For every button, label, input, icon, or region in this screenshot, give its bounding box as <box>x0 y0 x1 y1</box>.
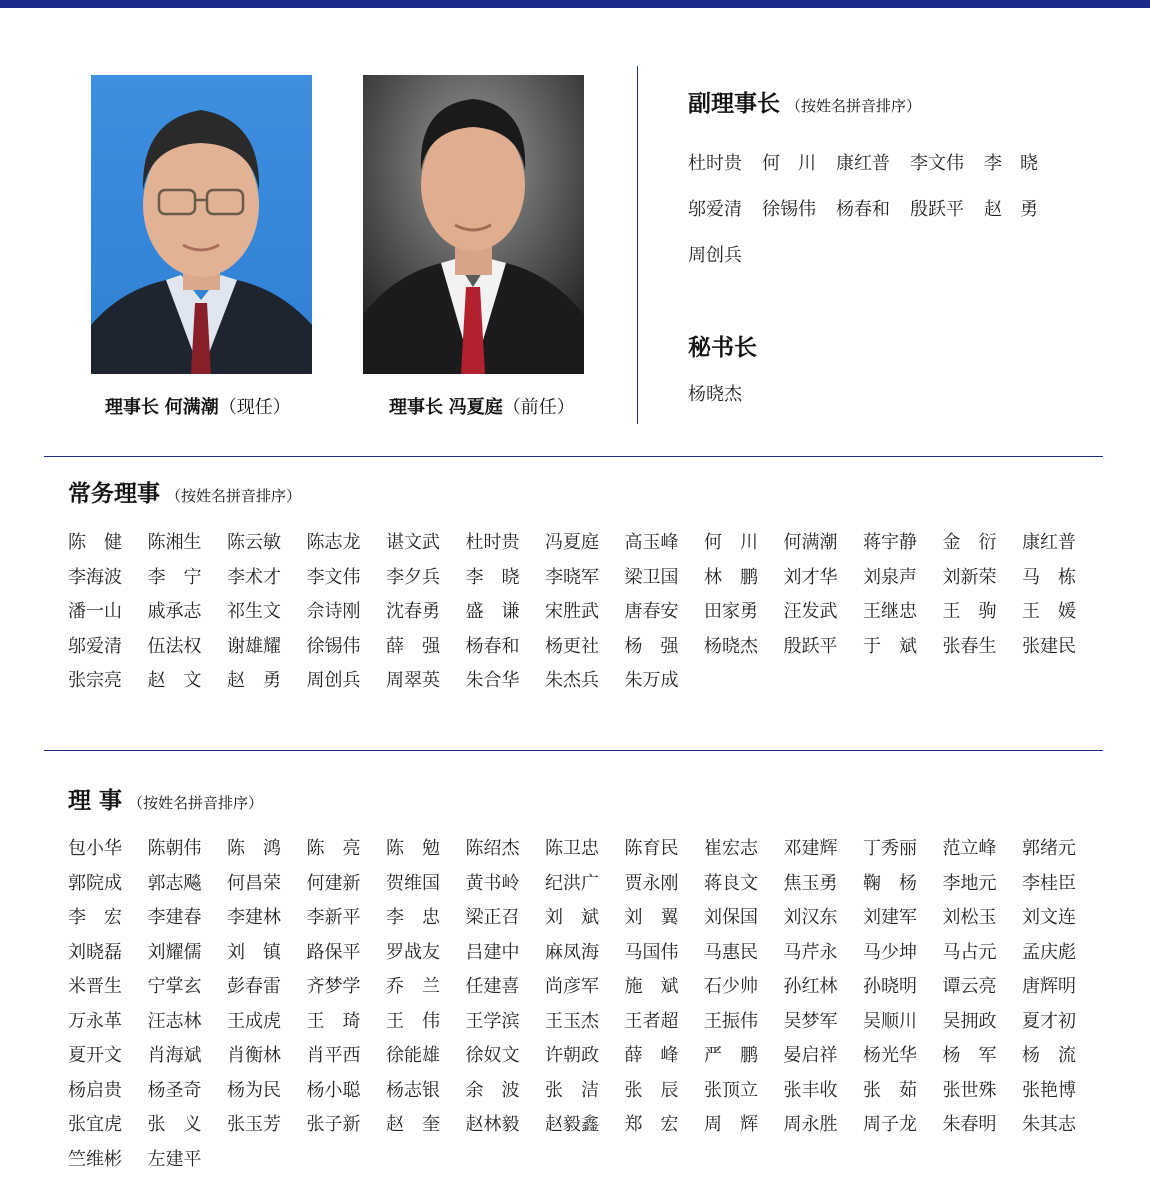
person-name: 吴梦军 <box>783 1010 838 1032</box>
person-name: 乔 兰 <box>386 976 440 998</box>
person-name: 李新平 <box>306 907 361 929</box>
person-name: 刘保国 <box>704 907 758 929</box>
person-name: 杨晓杰 <box>704 635 758 657</box>
person-name: 刘松玉 <box>942 907 997 929</box>
person-name: 张宗亮 <box>68 670 122 692</box>
person-name: 张 洁 <box>545 1079 599 1101</box>
person-name: 朱杰兵 <box>545 670 599 692</box>
person-name: 刘晓磊 <box>68 941 122 963</box>
person-name: 陈绍杰 <box>465 838 520 860</box>
person-name: 张宜虎 <box>68 1114 122 1136</box>
person-name: 王 伟 <box>386 1010 440 1032</box>
person-name: 齐梦学 <box>306 976 361 998</box>
person-name: 任建喜 <box>465 976 520 998</box>
standing-directors-list <box>68 524 1128 697</box>
person-name: 潘一山 <box>68 601 122 623</box>
person-name: 吕建中 <box>465 941 520 963</box>
person-name: 范立峰 <box>942 838 997 860</box>
name-row <box>68 1003 1128 1038</box>
person-name: 陈育民 <box>624 838 679 860</box>
person-name: 宁掌玄 <box>147 976 202 998</box>
person-name: 戚承志 <box>147 601 202 623</box>
person-name: 马 栋 <box>1022 566 1076 588</box>
person-name: 杜时贵 <box>465 532 520 554</box>
name-row <box>68 1037 1128 1072</box>
person-name: 李 忠 <box>386 907 440 929</box>
person-name: 杨春和 <box>465 635 520 657</box>
person-name: 徐锡伟 <box>762 199 816 220</box>
person-name: 何昌荣 <box>227 872 281 894</box>
person-name: 邓建辉 <box>783 838 838 860</box>
person-name: 张艳博 <box>1022 1079 1076 1101</box>
person-name: 马占元 <box>942 941 997 963</box>
person-name: 伍法权 <box>147 635 202 657</box>
person-name: 纪洪广 <box>545 872 599 894</box>
person-name: 李桂臣 <box>1022 872 1076 894</box>
person-name: 何 川 <box>762 153 816 174</box>
person-name: 蒋良文 <box>704 872 758 894</box>
person-name: 刘才华 <box>783 566 838 588</box>
person-name: 周 辉 <box>704 1114 758 1136</box>
person-name: 陈 鸿 <box>227 838 281 860</box>
person-name: 冯夏庭 <box>545 532 599 554</box>
section-divider-2 <box>44 750 1103 751</box>
person-name: 杨 流 <box>1022 1045 1076 1067</box>
person-name: 张顶立 <box>704 1079 758 1101</box>
person-name: 蒋宇静 <box>863 532 917 554</box>
person-name: 李夕兵 <box>386 566 440 588</box>
person-name: 石少帅 <box>704 976 758 998</box>
person-name: 何建新 <box>306 872 361 894</box>
name-row <box>68 593 1128 628</box>
person-name: 路保平 <box>306 941 361 963</box>
person-name: 谌文武 <box>386 532 440 554</box>
person-name: 杨 军 <box>942 1045 997 1067</box>
person-name: 刘 镇 <box>227 941 281 963</box>
person-name: 赵 文 <box>147 670 202 692</box>
person-name: 张 辰 <box>624 1079 679 1101</box>
person-name: 赵毅鑫 <box>545 1114 599 1136</box>
chairman-former-note: （前任） <box>502 397 575 418</box>
person-name: 施 斌 <box>624 976 679 998</box>
person-name: 竺维彬 <box>68 1148 122 1170</box>
person-name: 朱万成 <box>624 670 679 692</box>
name-row <box>688 185 1108 231</box>
chairman-current-name: 何满潮 <box>164 397 219 418</box>
person-name: 李地元 <box>942 872 997 894</box>
person-name: 陈云敏 <box>227 532 281 554</box>
person-name: 罗战友 <box>386 941 440 963</box>
person-name: 刘 翼 <box>624 907 679 929</box>
person-name: 何满潮 <box>783 532 838 554</box>
name-row <box>68 968 1128 1003</box>
person-name: 陈卫忠 <box>545 838 599 860</box>
person-name: 杨更社 <box>545 635 599 657</box>
person-name: 马国伟 <box>624 941 679 963</box>
chairman-former-photo <box>363 75 584 374</box>
person-name: 邬爱清 <box>688 199 742 220</box>
person-name: 万永革 <box>68 1010 122 1032</box>
person-name: 王 媛 <box>1022 601 1076 623</box>
section-divider-1 <box>44 456 1103 457</box>
person-name: 周永胜 <box>783 1114 838 1136</box>
secretary-general-heading: 秘书长 <box>688 335 757 361</box>
person-name: 徐锡伟 <box>306 635 361 657</box>
person-name: 鞠 杨 <box>863 872 917 894</box>
person-name: 王 驹 <box>942 601 997 623</box>
person-name: 康红普 <box>836 153 890 174</box>
chairman-former-caption <box>389 393 575 419</box>
person-name: 夏才初 <box>1022 1010 1076 1032</box>
person-name: 刘泉声 <box>863 566 917 588</box>
name-row <box>68 1072 1128 1107</box>
person-name: 杨小聪 <box>306 1079 361 1101</box>
standing-directors-heading <box>68 475 301 508</box>
top-accent-bar <box>0 0 1150 8</box>
name-row <box>68 865 1128 900</box>
person-name: 张丰收 <box>783 1079 838 1101</box>
person-name: 肖衡林 <box>227 1045 281 1067</box>
person-name: 张玉芳 <box>227 1114 281 1136</box>
person-name: 刘建军 <box>863 907 917 929</box>
person-name: 吴拥政 <box>942 1010 997 1032</box>
person-name: 邬爱清 <box>68 635 122 657</box>
person-name: 郑 宏 <box>624 1114 679 1136</box>
person-name: 汪志林 <box>147 1010 202 1032</box>
person-name: 肖平西 <box>306 1045 361 1067</box>
chairman-current-title: 理事长 <box>105 397 159 418</box>
chairman-former-name: 冯夏庭 <box>448 397 503 418</box>
person-name: 郭志飚 <box>147 872 202 894</box>
person-name: 马少坤 <box>863 941 917 963</box>
person-name: 周创兵 <box>688 245 742 266</box>
person-name: 赵 勇 <box>227 670 281 692</box>
person-name: 郭绪元 <box>1022 838 1076 860</box>
person-name: 夏开文 <box>68 1045 122 1067</box>
person-name: 焦玉勇 <box>783 872 838 894</box>
person-name: 马芹永 <box>783 941 838 963</box>
person-name: 汪发武 <box>783 601 838 623</box>
person-name: 张 义 <box>147 1114 202 1136</box>
person-name: 佘诗刚 <box>306 601 361 623</box>
person-name: 余 波 <box>465 1079 520 1101</box>
person-name: 杨光华 <box>863 1045 917 1067</box>
vice-chairmen-heading <box>688 85 921 118</box>
name-row <box>68 1141 1128 1176</box>
person-name: 晏启祥 <box>783 1045 838 1067</box>
name-row <box>68 830 1128 865</box>
person-name: 金 衍 <box>942 532 997 554</box>
person-name: 李文伟 <box>306 566 361 588</box>
person-name: 丁秀丽 <box>863 838 917 860</box>
secretary-general-name: 杨晓杰 <box>688 384 742 405</box>
person-name: 吴顺川 <box>863 1010 917 1032</box>
person-name: 李术才 <box>227 566 281 588</box>
person-name: 张子新 <box>306 1114 361 1136</box>
person-name: 马惠民 <box>704 941 758 963</box>
name-row <box>688 231 1108 277</box>
person-name: 何 川 <box>704 532 758 554</box>
person-name: 李文伟 <box>910 153 964 174</box>
person-name: 朱合华 <box>465 670 520 692</box>
person-name: 周创兵 <box>306 670 361 692</box>
vice-chairmen-subtitle: （按姓名拼音排序） <box>786 97 922 115</box>
person-name: 李 宏 <box>68 907 122 929</box>
person-name: 王玉杰 <box>545 1010 599 1032</box>
person-name: 杨春和 <box>836 199 890 220</box>
person-name: 杨志银 <box>386 1079 440 1101</box>
person-name: 李建林 <box>227 907 281 929</box>
person-name: 刘文连 <box>1022 907 1076 929</box>
person-name: 王振伟 <box>704 1010 758 1032</box>
person-name: 周翠英 <box>386 670 440 692</box>
person-name: 谭云亮 <box>942 976 997 998</box>
person-name: 包小华 <box>68 838 122 860</box>
name-row <box>68 1106 1128 1141</box>
person-name: 李建春 <box>147 907 202 929</box>
vice-chairmen-title: 副理事长 <box>688 91 780 117</box>
person-name: 陈湘生 <box>147 532 202 554</box>
person-name: 沈春勇 <box>386 601 440 623</box>
person-name: 薛 强 <box>386 635 440 657</box>
person-name: 郭院成 <box>68 872 122 894</box>
person-name: 殷跃平 <box>910 199 964 220</box>
person-name: 杨圣奇 <box>147 1079 202 1101</box>
person-name: 崔宏志 <box>704 838 758 860</box>
person-name: 朱春明 <box>942 1114 997 1136</box>
name-row <box>688 139 1108 185</box>
person-name: 陈 健 <box>68 532 122 554</box>
person-name: 杨为民 <box>227 1079 281 1101</box>
person-name: 孙红林 <box>783 976 838 998</box>
person-name: 薛 峰 <box>624 1045 679 1067</box>
person-name: 米晋生 <box>68 976 122 998</box>
person-name: 赵 奎 <box>386 1114 440 1136</box>
person-name: 梁卫国 <box>624 566 679 588</box>
person-name: 肖海斌 <box>147 1045 202 1067</box>
person-name: 孙晓明 <box>863 976 917 998</box>
person-name: 王学滨 <box>465 1010 520 1032</box>
person-name: 赵 勇 <box>984 199 1038 220</box>
person-name: 张世殊 <box>942 1079 997 1101</box>
person-name: 高玉峰 <box>624 532 679 554</box>
vertical-divider <box>637 66 638 424</box>
person-name: 左建平 <box>147 1148 202 1170</box>
person-name: 祁生文 <box>227 601 281 623</box>
person-name: 田家勇 <box>704 601 758 623</box>
person-name: 贺维国 <box>386 872 440 894</box>
person-name: 殷跃平 <box>783 635 838 657</box>
person-name: 徐奴文 <box>465 1045 520 1067</box>
person-name: 李海波 <box>68 566 122 588</box>
person-name: 张建民 <box>1022 635 1076 657</box>
person-name: 陈志龙 <box>306 532 361 554</box>
standing-directors-title: 常务理事 <box>68 481 160 507</box>
person-name: 谢雄耀 <box>227 635 281 657</box>
person-name: 陈 亮 <box>306 838 361 860</box>
person-name: 麻凤海 <box>545 941 599 963</box>
person-name: 杨 强 <box>624 635 679 657</box>
person-name: 杜时贵 <box>688 153 742 174</box>
person-name: 王者超 <box>624 1010 679 1032</box>
person-name: 李晓军 <box>545 566 599 588</box>
person-name: 梁正召 <box>465 907 520 929</box>
name-row <box>68 899 1128 934</box>
person-name: 王成虎 <box>227 1010 281 1032</box>
name-row <box>68 524 1128 559</box>
person-name: 孟庆彪 <box>1022 941 1076 963</box>
directors-title: 理 事 <box>68 788 123 814</box>
vice-chairmen-list <box>688 139 1108 277</box>
person-name: 林 鹏 <box>704 566 758 588</box>
person-name: 唐辉明 <box>1022 976 1076 998</box>
person-name: 陈 勉 <box>386 838 440 860</box>
chairman-current-caption <box>105 393 291 419</box>
chairman-current-photo <box>91 75 312 374</box>
person-name: 贾永刚 <box>624 872 679 894</box>
chairman-former-title: 理事长 <box>389 397 443 418</box>
person-name: 宋胜武 <box>545 601 599 623</box>
name-row <box>68 934 1128 969</box>
name-row <box>68 559 1128 594</box>
person-name: 李 宁 <box>147 566 202 588</box>
person-name: 李 晓 <box>465 566 520 588</box>
person-name: 李 晓 <box>984 153 1038 174</box>
person-name: 唐春安 <box>624 601 679 623</box>
person-name: 于 斌 <box>863 635 917 657</box>
person-name: 朱其志 <box>1022 1114 1076 1136</box>
chairman-current-note: （现任） <box>218 397 291 418</box>
person-name: 杨启贵 <box>68 1079 122 1101</box>
person-name: 尚彦军 <box>545 976 599 998</box>
person-name: 许朝政 <box>545 1045 599 1067</box>
directors-subtitle: （按姓名拼音排序） <box>128 794 264 812</box>
name-row <box>68 662 1128 697</box>
directors-list <box>68 830 1128 1175</box>
person-name: 陈朝伟 <box>147 838 202 860</box>
person-name: 徐能雄 <box>386 1045 440 1067</box>
person-name: 严 鹏 <box>704 1045 758 1067</box>
person-name: 彭春雷 <box>227 976 281 998</box>
person-name: 张 茹 <box>863 1079 917 1101</box>
directors-heading <box>68 782 263 815</box>
person-name: 张春生 <box>942 635 997 657</box>
person-name: 赵林毅 <box>465 1114 520 1136</box>
person-name: 刘新荣 <box>942 566 997 588</box>
person-name: 黄书岭 <box>465 872 520 894</box>
person-name: 盛 谦 <box>465 601 520 623</box>
person-name: 康红普 <box>1022 532 1076 554</box>
standing-directors-subtitle: （按姓名拼音排序） <box>166 487 302 505</box>
person-name: 王继忠 <box>863 601 917 623</box>
person-name: 王 琦 <box>306 1010 361 1032</box>
person-name: 刘耀儒 <box>147 941 202 963</box>
name-row <box>68 628 1128 663</box>
person-name: 刘汉东 <box>783 907 838 929</box>
person-name: 周子龙 <box>863 1114 917 1136</box>
person-name: 刘 斌 <box>545 907 599 929</box>
